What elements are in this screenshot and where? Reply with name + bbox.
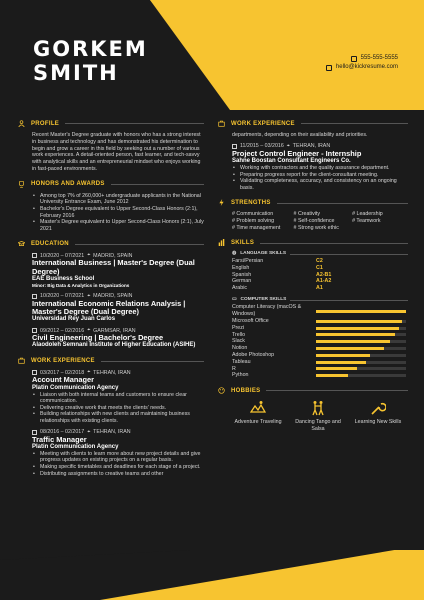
skill-row <box>218 304 408 318</box>
dancing-icon <box>310 400 326 416</box>
minor-text: Minor: Big Data & Analytics in Organizations <box>32 282 130 288</box>
school-name: EAE Business School <box>32 275 95 282</box>
hobbies-heading: HOBBIES <box>218 387 408 394</box>
list-item: • Bachelor's Degree equivalent to Upper Second-Class Honors (2:1), February 2016 <box>40 206 204 219</box>
list-item: • Preparing progress report for the client-consultant meeting. <box>240 172 408 179</box>
hobby-item: Learning New Skills <box>350 400 406 432</box>
skill-name: Prezi <box>232 324 245 331</box>
profile-heading: PROFILE <box>18 120 204 127</box>
skill-bar <box>316 374 406 377</box>
education-entry: 10/2020 – 07/2021 ⌖ MADRID, SPAIN International Business | Master's Degree (Dual Degree) EAE Business School Minor: Big Data & Analytics in Organizations <box>18 252 204 288</box>
degree-title: Civil Engineering | Bachelor's Degree <box>32 333 164 343</box>
skill-bar <box>316 347 406 350</box>
hobby-item: Dancing Tango and Salsa <box>290 400 346 432</box>
skill-bar-fill <box>316 310 406 313</box>
contact-block <box>326 54 398 72</box>
location-icon: ⌖ <box>87 428 91 435</box>
strengths-list <box>218 211 388 231</box>
skill-bar-fill <box>316 354 370 357</box>
list-item: • Meeting with clients to learn more about new project details and give progress updates on existing projects on a regular basis. <box>40 451 204 464</box>
job-bullets <box>218 165 408 191</box>
skill-name: Adobe Photoshop <box>232 351 275 358</box>
strength-item: # Problem solving <box>232 218 275 225</box>
divider <box>101 361 204 362</box>
skill-name: R <box>232 365 236 372</box>
job-role: Traffic Manager <box>32 434 87 444</box>
calendar-icon <box>32 430 37 435</box>
candidate-name <box>33 37 148 85</box>
phone-text[interactable]: 555-555-5555 <box>360 55 398 61</box>
graduation-cap-icon <box>18 240 25 247</box>
location-icon: ⌖ <box>87 252 91 259</box>
list-item: • Liaison with both internal teams and customers to ensure clear communication. <box>40 392 204 405</box>
email-icon <box>326 65 332 71</box>
skill-row <box>218 352 408 359</box>
email-text[interactable]: hello@kickresume.com <box>335 64 398 70</box>
divider <box>290 300 408 301</box>
divider <box>111 184 204 185</box>
list-item: • Distributing assignments to creative teams and other <box>40 471 204 478</box>
school-name: Alaodoleh Semnani Institute of Higher Education (ASIHE) <box>32 342 196 349</box>
skill-row <box>218 318 408 325</box>
computer-skills-list <box>218 304 408 379</box>
job-bullets <box>18 451 204 477</box>
list-item: • Master's Degree equivalent to Upper Second-Class Honors (2:1), July 2021 <box>40 219 204 232</box>
skill-bar <box>316 340 406 343</box>
skill-bar <box>316 361 406 364</box>
work-heading-left: WORK EXPERIENCE <box>18 357 204 364</box>
skill-bar <box>316 327 406 330</box>
list-item: • Delivering creative work that meets the clients' needs. <box>40 405 204 412</box>
hiking-icon <box>250 400 266 416</box>
lightning-icon <box>218 199 225 206</box>
skill-name: Trello <box>232 331 246 338</box>
skill-bar-fill <box>316 374 348 377</box>
skill-name: Microsoft Office <box>232 317 269 324</box>
language-row: Arabic A1 <box>232 284 323 291</box>
skill-bar-fill <box>316 347 384 350</box>
strength-item: # Teamwork <box>352 218 381 225</box>
list-item: • Among top 7% of 260,000+ undergraduate applicants in the National University Entrance Exam, June 2012 <box>40 193 204 206</box>
skill-row <box>218 372 408 379</box>
list-item: • Making specific timetables and deadlines for each stage of a project. <box>40 464 204 471</box>
skill-bar-fill <box>316 367 357 370</box>
education-entry: 09/2012 – 02/2016 ⌖ GARMSAR, IRAN Civil Engineering | Bachelor's Degree Alaodoleh Semnani Institute of Higher Education (ASIHE) <box>18 327 204 349</box>
language-list <box>218 258 408 291</box>
right-column <box>218 120 408 432</box>
skill-bar-fill <box>316 361 366 364</box>
language-row: Farsi/Persian C2 <box>232 258 323 265</box>
chart-icon <box>218 239 225 246</box>
location-icon: ⌖ <box>87 369 91 376</box>
skill-bar-fill <box>316 327 399 330</box>
divider <box>75 244 204 245</box>
briefcase-icon <box>18 357 25 364</box>
divider <box>260 243 408 244</box>
divider <box>277 203 408 204</box>
divider <box>65 123 204 124</box>
skill-row <box>218 366 408 373</box>
work-continuation: departments, depending on their availability and priorities. <box>232 132 368 138</box>
strength-item: # Strong work ethic <box>293 225 339 232</box>
monitor-icon: ▭ <box>232 297 237 303</box>
skill-bar <box>316 320 406 323</box>
skill-row <box>218 325 408 332</box>
job-role: Project Control Engineer - Internship <box>232 148 362 158</box>
divider <box>301 123 408 124</box>
education-entry: 10/2020 – 07/2021 ⌖ MADRID, SPAIN International Economic Relations Analysis | Master's Degree (Dual Degree) Universidad Rey Juan Carlos <box>18 293 204 323</box>
skill-bar <box>316 367 406 370</box>
last-name: SMITH <box>33 61 119 85</box>
job-bullets <box>18 392 204 425</box>
location-icon: ⌖ <box>87 292 91 299</box>
hobby-item: Adventure Traveling <box>230 400 286 432</box>
palette-icon <box>218 387 225 394</box>
computer-skills-heading: ▭ COMPUTER SKILLS <box>232 297 287 303</box>
language-row: English C1 <box>232 264 323 271</box>
phone-icon <box>351 56 357 62</box>
skill-bar <box>316 333 406 336</box>
language-row: Spanish A2-B1 <box>232 271 332 278</box>
work-entry: 11/2015 – 03/2016 ⌖ TEHRAN, IRAN Project Control Engineer - Internship Sahne Boostan Consultant Engineers Co. • Working with contractors and the quality assurance department. • Preparing progress report for the client-consultant meeting. • Validating completeness, accuracy, and consistency on an ongoing basis. <box>218 143 408 192</box>
work-heading-right: WORK EXPERIENCE <box>218 120 408 127</box>
divider <box>266 390 408 391</box>
strength-item: # Time management <box>232 225 281 232</box>
trophy-icon <box>18 181 25 188</box>
list-item: • Validating completeness, accuracy, and consistency on an ongoing basis. <box>240 178 408 191</box>
strength-item: # Leadership <box>352 211 383 218</box>
phone-row <box>326 54 398 63</box>
skill-row <box>218 359 408 366</box>
work-entry: 08/2016 – 02/2017 ⌖ TEHRAN, IRAN Traffic Manager Platin Communication Agency • Meeting with clients to learn more about new project details and give progress updates on existing projects on a regular basis. • Making specific timetables and deadlines for each stage of a project. • Distributing assignments to creative teams and other <box>18 429 204 478</box>
skill-row <box>218 332 408 339</box>
skill-row <box>218 345 408 352</box>
globe-icon: ◍ <box>232 251 237 257</box>
list-item: • Building relationships with new clients and maintaining business relationships with existing clients. <box>40 411 204 424</box>
company-name: Sahne Boostan Consultant Engineers Co. <box>232 158 351 164</box>
strength-item: # Creativity <box>293 211 321 218</box>
job-role: Account Manager <box>32 375 95 385</box>
company-name: Platin Communication Agency <box>32 443 119 450</box>
location-icon: ⌖ <box>87 327 91 334</box>
divider <box>290 254 408 255</box>
skill-row <box>218 338 408 345</box>
skill-bar-fill <box>316 333 395 336</box>
skill-name: Tableau <box>232 358 251 365</box>
company-name: Platin Communication Agency <box>32 384 119 391</box>
wrench-icon <box>370 400 386 416</box>
honors-list <box>18 193 204 233</box>
list-item: • Working with contractors and the quality assurance department. <box>240 165 408 172</box>
skill-name: Python <box>232 372 249 379</box>
skill-name: Slack <box>232 338 245 345</box>
first-name: GORKEM <box>33 37 148 61</box>
location-icon: ⌖ <box>286 142 290 149</box>
calendar-icon <box>32 294 37 299</box>
skill-bar-fill <box>316 340 390 343</box>
skill-name: Computer Literacy (macOS & Windows) <box>232 304 302 318</box>
left-column <box>18 120 204 477</box>
language-skills-heading: ◍ LANGUAGE SKILLS <box>232 251 287 257</box>
degree-title: International Economic Relations Analysis | Master's Degree (Dual Degree) <box>32 298 186 316</box>
education-heading: EDUCATION <box>18 240 204 247</box>
profile-text: Recent Master's Degree graduate with honors who has a strong interest in business and technology and has demonstrated his determination to begin and grow a career in this field by seeking out a number of various work experiences. A detail-oriented person, fast learner, and tech-savvy with analytical skills and an entrepreneurial mindset who enjoys working in fast-paced environments. <box>32 132 201 172</box>
email-row <box>326 63 398 72</box>
skill-bar-fill <box>316 320 402 323</box>
hobbies-list <box>218 400 408 432</box>
person-icon <box>18 120 25 127</box>
strengths-heading: STRENGTHS <box>218 199 408 206</box>
skill-bar <box>316 354 406 357</box>
honors-heading: HONORS AND AWARDS <box>18 181 204 188</box>
skill-name: Notion <box>232 345 248 352</box>
skill-bar <box>316 310 406 313</box>
school-name: Universidad Rey Juan Carlos <box>32 316 116 323</box>
strength-item: # Self-confidence <box>293 218 335 225</box>
degree-title: International Business | Master's Degree (Dual Degree) <box>32 258 195 276</box>
language-row: German A1-A2 <box>232 278 332 285</box>
work-entry: 03/2017 – 02/2018 ⌖ TEHRAN, IRAN Account Manager Platin Communication Agency • Liaison with both internal teams and customers to ensure clear communication. • Delivering creative work that meets the clients' needs. • Building relationships with new clients and maintaining business relationships with existing clients. <box>18 369 204 424</box>
strength-item: # Communication <box>232 211 274 218</box>
skills-heading: SKILLS <box>218 239 408 246</box>
briefcase-icon <box>218 120 225 127</box>
